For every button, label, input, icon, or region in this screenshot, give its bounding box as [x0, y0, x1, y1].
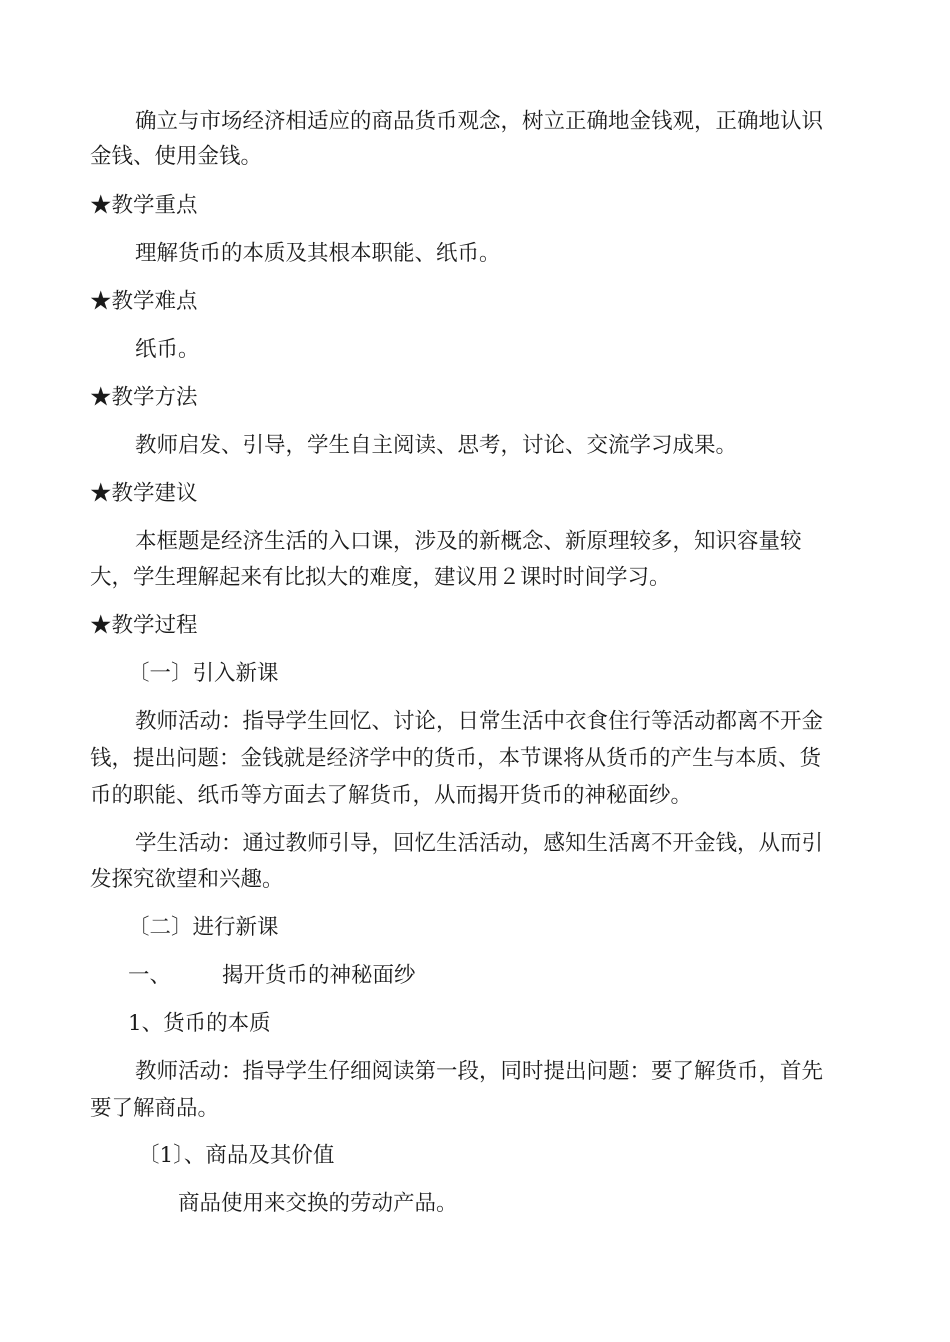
section-1-title: 揭开货币的神秘面纱: [222, 963, 416, 988]
teacher-activity-1-line-2: 钱，提出问题：金钱就是经济学中的货币，本节课将从货币的产生与本质、货: [90, 746, 822, 771]
teacher-activity-2-line-1: 教师活动：指导学生仔细阅读第一段，同时提出问题：要了解货币，首先: [135, 1059, 824, 1084]
step-introduce-lesson: 〔一〕引入新课: [128, 661, 279, 686]
suggestions-line-1: 本框题是经济生活的入口课，涉及的新概念、新原理较多，知识容量较: [135, 529, 802, 554]
key-points-text: 理解货币的本质及其根本职能、纸币。: [135, 241, 501, 266]
suggestions-line-2: 大，学生理解起来有比拟大的难度，建议用２课时时间学习。: [90, 565, 671, 590]
heading-difficulties: ★教学难点: [90, 289, 198, 314]
methods-text: 教师启发、引导，学生自主阅读、思考，讨论、交流学习成果。: [135, 433, 738, 458]
heading-suggestions: ★教学建议: [90, 481, 198, 506]
teacher-activity-1-line-1: 教师活动：指导学生回忆、讨论，日常生活中衣食住行等活动都离不开金: [135, 709, 824, 734]
point-1-definition: 商品使用来交换的劳动产品。: [178, 1191, 458, 1216]
heading-key-points: ★教学重点: [90, 193, 198, 218]
heading-methods: ★教学方法: [90, 385, 198, 410]
intro-paragraph-line-1: 确立与市场经济相适应的商品货币观念，树立正确地金钱观，正确地认识: [135, 109, 824, 134]
step-new-lesson: 〔二〕进行新课: [128, 915, 279, 940]
section-1-number: 一、: [128, 963, 172, 988]
subsection-1-title: 1、货币的本质: [128, 1011, 271, 1036]
heading-process: ★教学过程: [90, 613, 198, 638]
teacher-activity-1-line-3: 币的职能、纸币等方面去了解货币，从而揭开货币的神秘面纱。: [90, 783, 693, 808]
teacher-activity-2-line-2: 要了解商品。: [90, 1096, 220, 1121]
student-activity-1-line-1: 学生活动：通过教师引导，回忆生活活动，感知生活离不开金钱，从而引: [135, 831, 824, 856]
student-activity-1-line-2: 发探究欲望和兴趣。: [90, 867, 284, 892]
point-1-title: 〔1〕、商品及其价值: [138, 1143, 335, 1168]
intro-paragraph-line-2: 金钱、使用金钱。: [90, 144, 263, 169]
difficulties-text: 纸币。: [135, 337, 200, 362]
